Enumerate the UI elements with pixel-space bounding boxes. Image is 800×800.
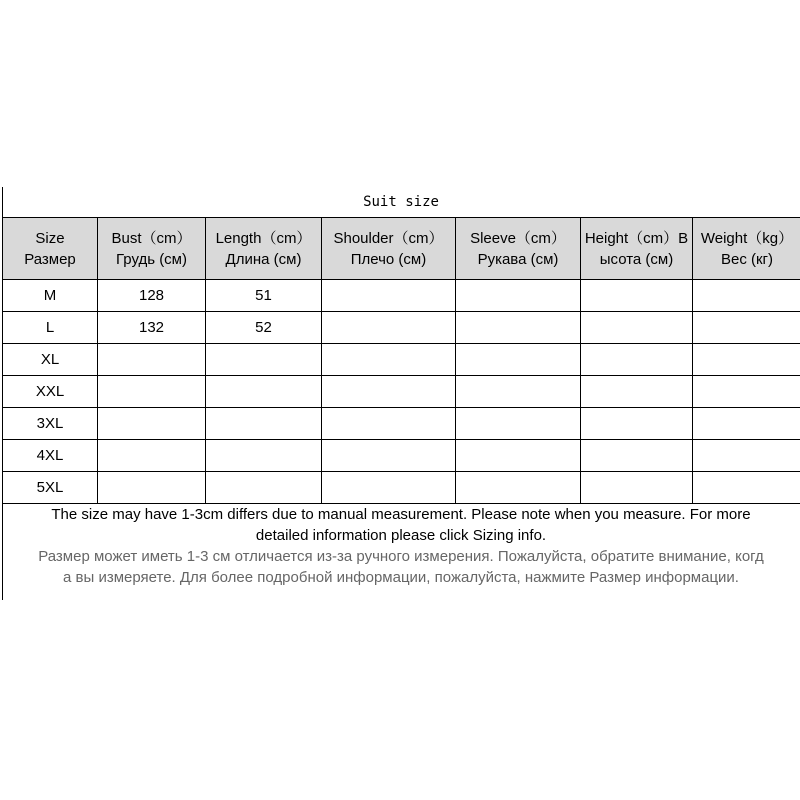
cell-height [581, 312, 693, 344]
cell-bust [98, 472, 206, 504]
header-shoulder: Shoulder（cm） Плечо (см) [322, 218, 456, 280]
cell-weight [693, 376, 800, 408]
cell-weight [693, 408, 800, 440]
cell-sleeve [456, 280, 581, 312]
cell-length: 51 [206, 280, 322, 312]
table-row [3, 376, 800, 408]
cell-bust [98, 440, 206, 472]
table-row [3, 312, 800, 344]
cell-sleeve [456, 440, 581, 472]
cell-bust [98, 408, 206, 440]
cell-length [206, 344, 322, 376]
header-length: Length（cm） Длина (см) [206, 218, 322, 280]
size-table [2, 217, 800, 504]
header-sleeve: Sleeve（cm） Рукава (см) [456, 218, 581, 280]
cell-height [581, 472, 693, 504]
cell-length [206, 472, 322, 504]
table-row [3, 280, 800, 312]
cell-shoulder [322, 440, 456, 472]
cell-shoulder [322, 280, 456, 312]
cell-weight [693, 344, 800, 376]
cell-length [206, 408, 322, 440]
cell-size: 3XL [3, 408, 98, 440]
cell-size: 4XL [3, 440, 98, 472]
table-row [3, 408, 800, 440]
header-bust: Bust（cm） Грудь (см) [98, 218, 206, 280]
cell-size: L [3, 312, 98, 344]
cell-weight [693, 280, 800, 312]
note-en-line1: The size may have 1-3cm differs due to manual measurement. Please note when you measure. For more [51, 506, 751, 523]
cell-weight [693, 312, 800, 344]
cell-bust [98, 376, 206, 408]
note-russian [2, 546, 800, 588]
cell-shoulder [322, 344, 456, 376]
table-row [3, 344, 800, 376]
header-height: Height（cm）В ысота (см) [581, 218, 693, 280]
cell-sleeve [456, 376, 581, 408]
table-row [3, 472, 800, 504]
chart-title: Suit size [363, 194, 439, 210]
cell-shoulder [322, 376, 456, 408]
cell-bust [98, 344, 206, 376]
cell-shoulder [322, 472, 456, 504]
cell-height [581, 280, 693, 312]
header-weight: Weight（kg） Вес (кг) [693, 218, 800, 280]
cell-size: XL [3, 344, 98, 376]
table-header-row [3, 218, 800, 280]
cell-height [581, 376, 693, 408]
measurement-note [2, 502, 800, 588]
cell-length: 52 [206, 312, 322, 344]
cell-height [581, 440, 693, 472]
cell-shoulder [322, 408, 456, 440]
cell-height [581, 344, 693, 376]
table-row [3, 440, 800, 472]
note-en-line2: detailed information please click Sizing info. [255, 527, 547, 544]
cell-length [206, 440, 322, 472]
cell-weight [693, 440, 800, 472]
header-size: Size Размер [3, 218, 98, 280]
cell-sleeve [456, 408, 581, 440]
note-ru-line1: Размер может иметь 1-3 см отличается из-за ручного измерения. Пожалуйста, обратите внимание, когд [38, 548, 764, 565]
note-ru-line2: а вы измеряете. Для более подробной информации, пожалуйста, нажмите Размер информации. [63, 569, 739, 586]
cell-size: M [3, 280, 98, 312]
note-english [2, 504, 800, 546]
cell-weight [693, 472, 800, 504]
cell-bust: 128 [98, 280, 206, 312]
cell-length [206, 376, 322, 408]
cell-height [581, 408, 693, 440]
cell-sleeve [456, 312, 581, 344]
cell-shoulder [322, 312, 456, 344]
cell-size: XXL [3, 376, 98, 408]
cell-sleeve [456, 344, 581, 376]
cell-size: 5XL [3, 472, 98, 504]
cell-bust: 132 [98, 312, 206, 344]
cell-sleeve [456, 472, 581, 504]
